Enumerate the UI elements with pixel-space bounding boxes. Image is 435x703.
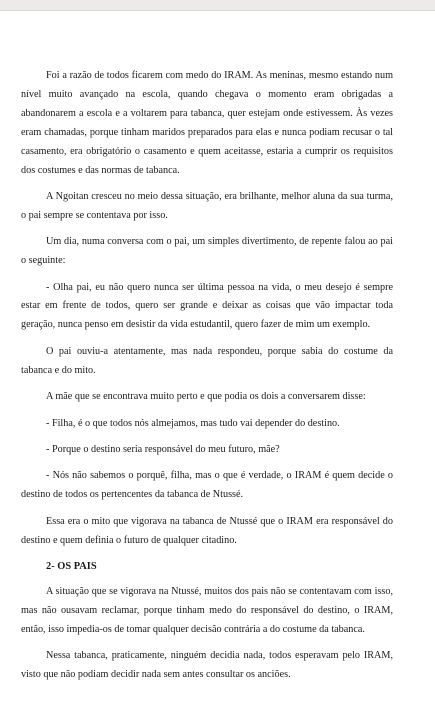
paragraph-6: A mãe que se encontrava muito perto e que podia os dois a conversarem disse: — [46, 391, 366, 403]
paragraph-11: A situação que se vigorava na Ntussé, muitos dos pais não se contentavam com isso, mas não ousavam reclamar, porque tinham medo do responsável do destino, o IRAM, então, isso impedia-os de tomar qualquer decisão contrária a do costume da tabanca. — [21, 585, 393, 635]
paragraph-2: A Ngoitan cresceu no meio dessa situação, era brilhante, melhor aluna da sua turma, o pai sempre se contentava por isso. — [21, 190, 393, 221]
viewer-toolbar — [0, 0, 435, 11]
paragraph-3: Um dia, numa conversa com o pai, um simples divertimento, de repente falou ao pai o seguinte: — [21, 236, 393, 267]
page-body — [21, 67, 393, 692]
paragraph-7: - Filha, é o que todos nós almejamos, mas tudo vai depender do destino. — [46, 417, 340, 429]
paragraph-1: Foi a razão de todos ficarem com medo do IRAM. As meninas, mesmo estando num nível muito avançado na escola, quando chegava o momento eram obrigadas a abandonarem a escola e a voltarem para tabanca, quer estejam onde estivessem. Às vezes eram chamadas, porque tinham maridos preparados para elas e nunca podiam recusar o tal casamento, era obrigatório o casamento e quem aceitasse, estaria a cumprir os requisitos dos costumes e das normas de tabanca. — [21, 70, 393, 176]
document-page — [0, 11, 435, 703]
paragraph-8: - Porque o destino seria responsável do meu futuro, mãe? — [46, 443, 280, 455]
paragraph-12: Nessa tabanca, praticamente, ninguém decidia nada, todos esperavam pelo IRAM, visto que não podiam decidir nada sem antes consultar os anciões. — [21, 650, 393, 680]
paragraph-5: O pai ouviu-a atentamente, mas nada respondeu, porque sabia do costume da tabanca e do mito. — [21, 345, 393, 376]
paragraph-4: - Olha pai, eu não quero nunca ser última pessoa na vida, o meu desejo é sempre estar em frente de todos, quero ser grande e deixar as coisas que vão impactar toda geração, nunca penso em desistir da vida estudantil, quero fazer de mim um exemplo. — [21, 281, 393, 331]
paragraph-9: - Nós não sabemos o porquê, filha, mas o que é verdade, o IRAM é quem decide o destino de todos os pertencentes da tabanca de Ntussé. — [21, 470, 393, 501]
section-heading: 2- OS PAIS — [46, 560, 97, 572]
paragraph-10: Essa era o mito que vigorava na tabanca de Ntussé que o IRAM era responsável do destino e quem definia o futuro de qualquer citadino. — [21, 515, 393, 546]
